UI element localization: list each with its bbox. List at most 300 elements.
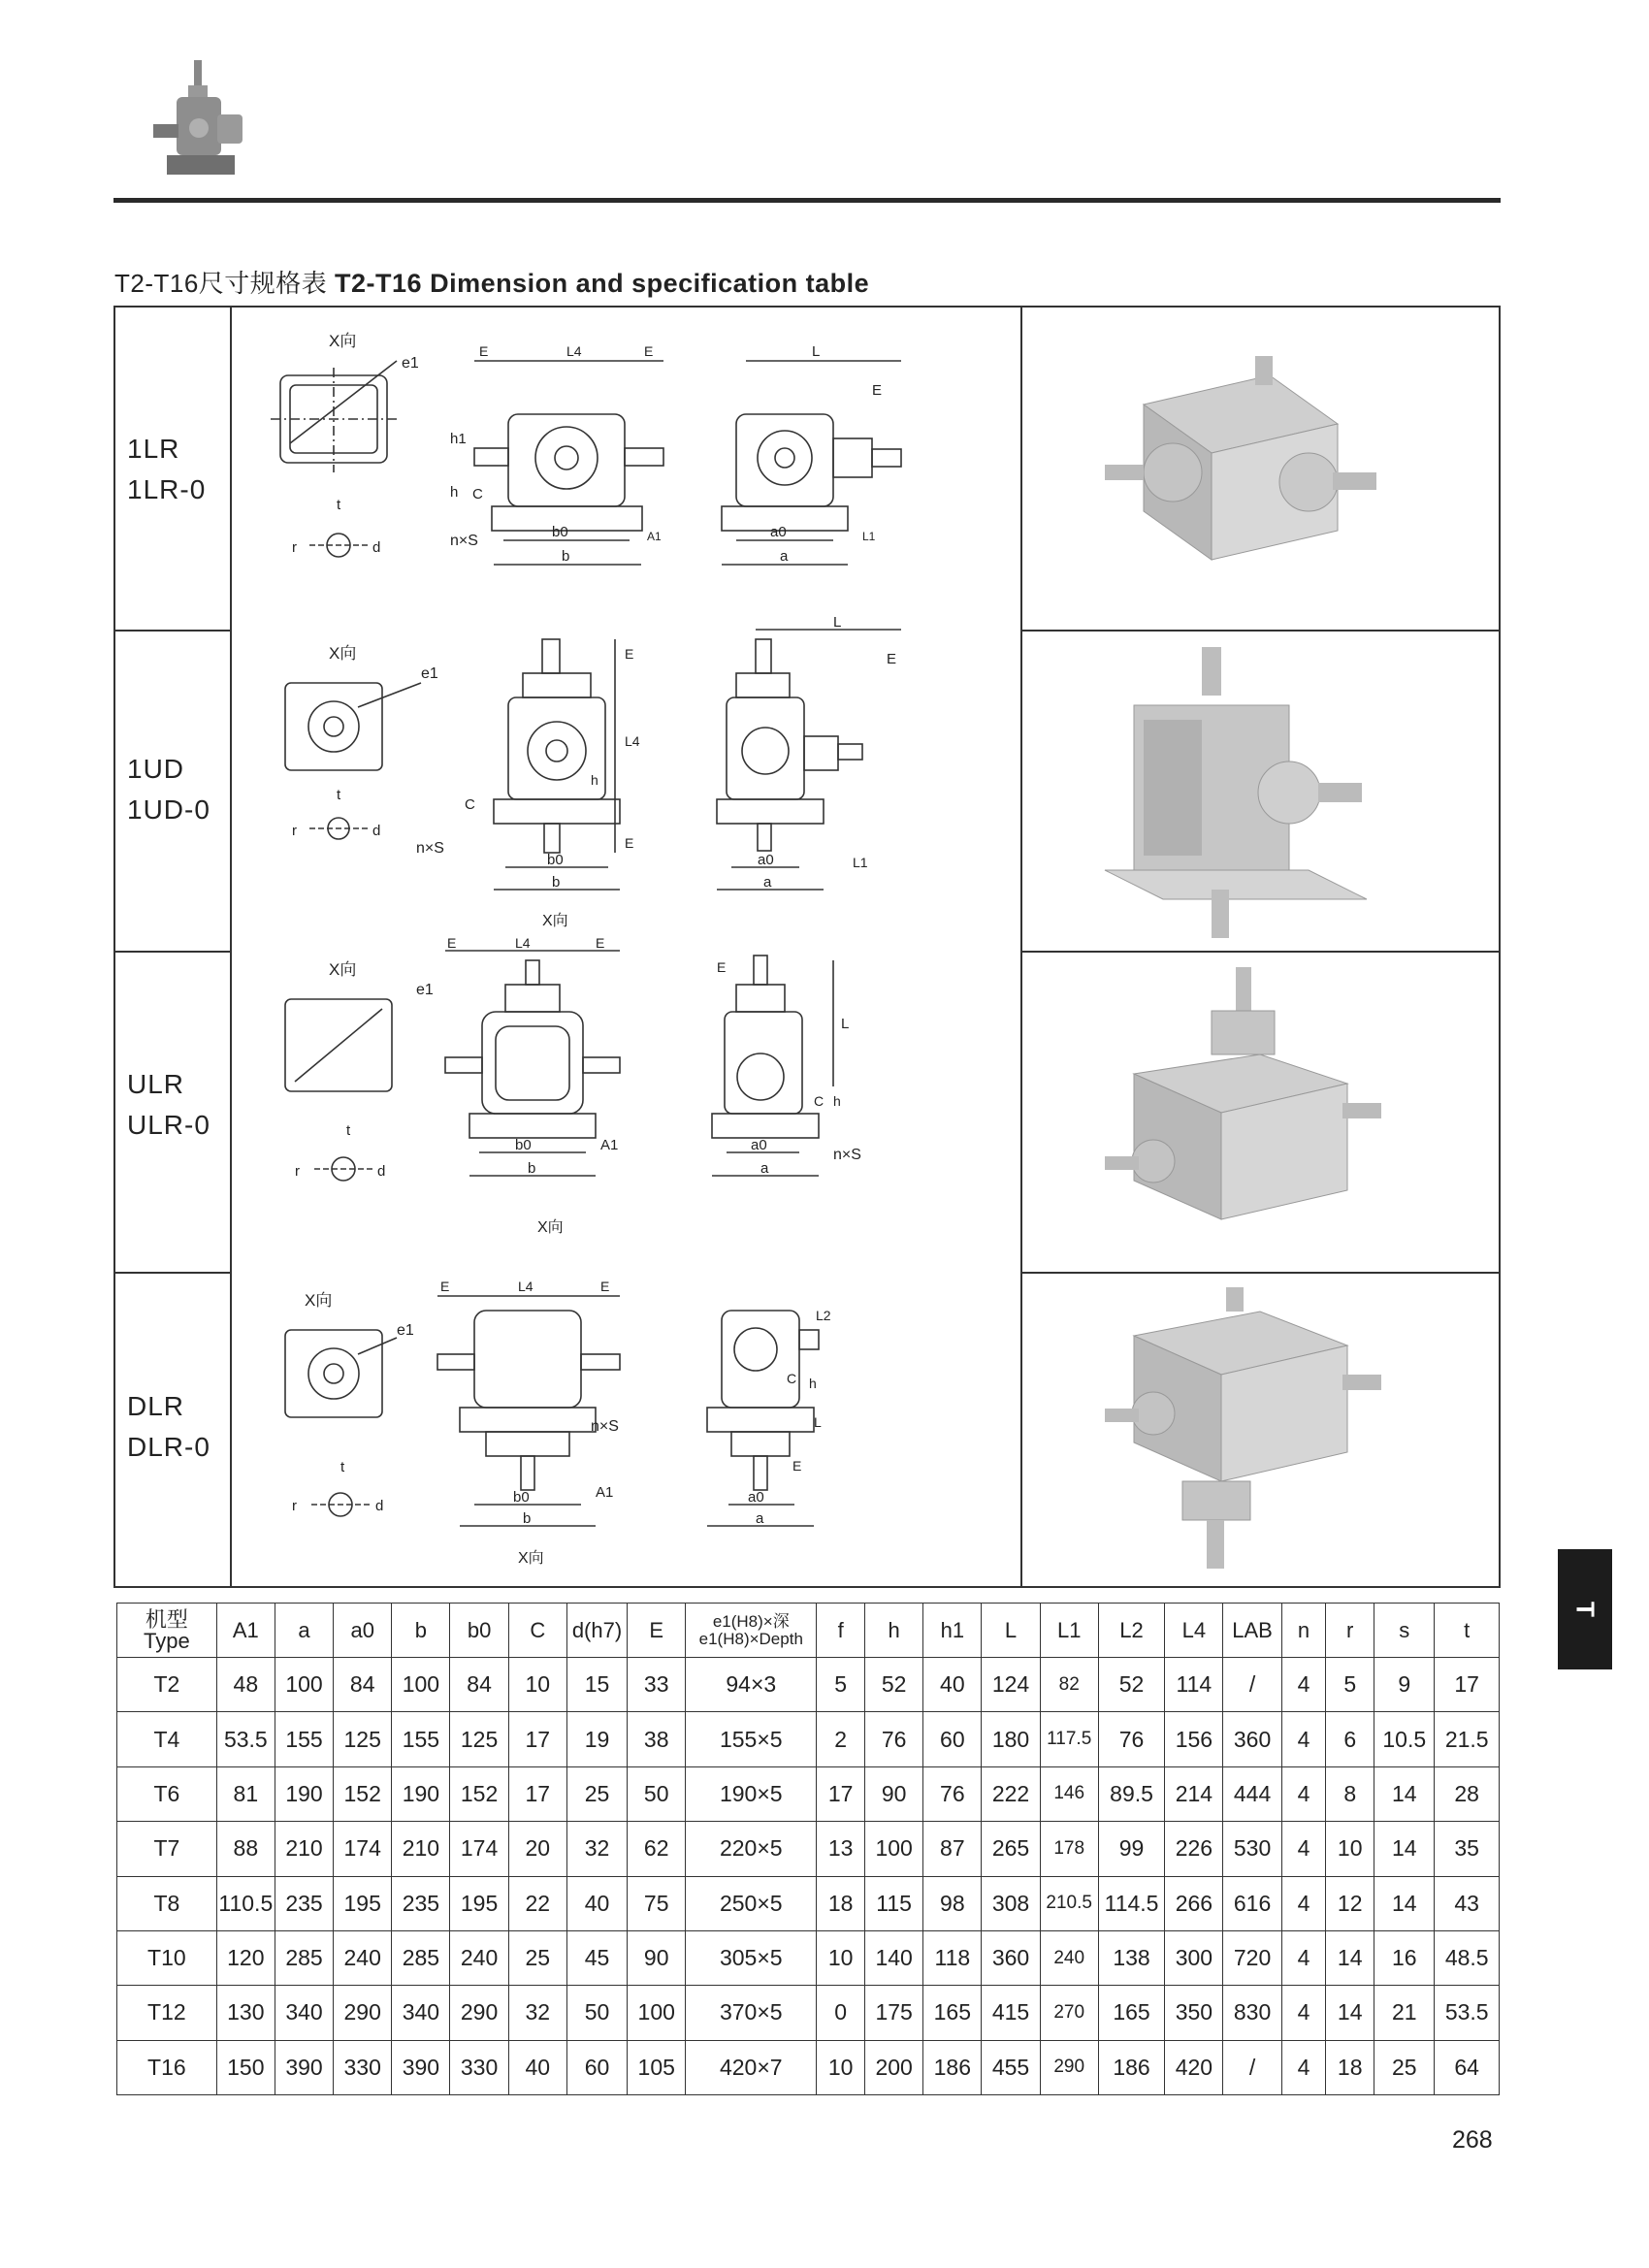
table-cell: 138 <box>1098 1930 1164 1985</box>
b0-label: b0 <box>513 1489 530 1506</box>
table-cell: 90 <box>865 1766 923 1821</box>
a-label: a <box>756 1510 764 1527</box>
table-cell: 340 <box>275 1986 333 2040</box>
table-row <box>117 2040 1500 2094</box>
b-label: b <box>562 548 570 565</box>
L-label: L <box>812 343 821 360</box>
table-cell: 94×3 <box>686 1658 817 1712</box>
table-cell: 140 <box>865 1930 923 1985</box>
table-cell: 360 <box>1223 1712 1281 1766</box>
table-cell: 830 <box>1223 1986 1281 2040</box>
table-cell: 10 <box>1326 1822 1374 1876</box>
table-cell-type: T12 <box>117 1986 217 2040</box>
header-gearbox-icon <box>146 60 262 196</box>
table-cell: 117.5 <box>1040 1712 1098 1766</box>
header-e1-cn: e1(H8)×深 <box>712 1611 790 1631</box>
table-cell: 240 <box>450 1930 508 1985</box>
A1-label: A1 <box>596 1484 614 1501</box>
table-cell: 38 <box>628 1712 686 1766</box>
table-cell: 14 <box>1326 1986 1374 2040</box>
table-cell-type: T16 <box>117 2040 217 2094</box>
table-cell: 186 <box>923 2040 982 2094</box>
E-label: E <box>600 1279 610 1294</box>
header-b0: b0 <box>450 1604 508 1658</box>
table-cell: 305×5 <box>686 1930 817 1985</box>
table-cell: 12 <box>1326 1876 1374 1930</box>
C-label: C <box>814 1093 824 1109</box>
table-row <box>117 1822 1500 1876</box>
table-cell: 5 <box>1326 1658 1374 1712</box>
L4-label: L4 <box>625 733 640 749</box>
b-label: b <box>552 874 561 891</box>
table-cell: 200 <box>865 2040 923 2094</box>
L-label: L <box>841 1016 850 1032</box>
table-cell: 190×5 <box>686 1766 817 1821</box>
table-cell: 152 <box>334 1766 392 1821</box>
E-label: E <box>625 646 634 662</box>
drawing-ulr <box>232 935 1020 1272</box>
header-L1: L1 <box>1040 1604 1098 1658</box>
type-label-line: DLR <box>127 1391 185 1421</box>
t-label: t <box>337 787 341 803</box>
table-cell: 21.5 <box>1435 1712 1500 1766</box>
drawing-dlr <box>232 1272 1020 1588</box>
table-cell: 174 <box>334 1822 392 1876</box>
table-cell: 10 <box>817 2040 865 2094</box>
section-tab-label: T <box>1570 1602 1600 1617</box>
type-label-line: 1LR-0 <box>127 474 207 504</box>
table-cell: 155 <box>392 1712 450 1766</box>
nxS-label: n×S <box>450 533 478 549</box>
table-cell: 25 <box>566 1766 627 1821</box>
t-label: t <box>346 1122 351 1139</box>
header-a: a <box>275 1604 333 1658</box>
header-L4: L4 <box>1165 1604 1223 1658</box>
table-row <box>117 1876 1500 1930</box>
table-cell-type: T8 <box>117 1876 217 1930</box>
table-cell: 16 <box>1374 1930 1435 1985</box>
table-cell: 20 <box>508 1822 566 1876</box>
table-cell: 48 <box>216 1658 275 1712</box>
e1-label: e1 <box>397 1322 414 1339</box>
e1-label: e1 <box>402 355 419 372</box>
table-cell: 266 <box>1165 1876 1223 1930</box>
E-label: E <box>440 1279 450 1294</box>
table-cell: 265 <box>982 1822 1040 1876</box>
grid-divider-photo <box>1020 308 1022 1586</box>
header-e1-en: e1(H8)×Depth <box>698 1629 803 1648</box>
C-label: C <box>787 1371 797 1386</box>
table-cell: 174 <box>450 1822 508 1876</box>
C-label: C <box>472 486 483 502</box>
table-cell: 64 <box>1435 2040 1500 2094</box>
A1-label: A1 <box>647 530 662 543</box>
header-r: r <box>1326 1604 1374 1658</box>
table-cell: 285 <box>275 1930 333 1985</box>
r-label: r <box>292 823 297 839</box>
table-cell: 53.5 <box>1435 1986 1500 2040</box>
r-label: r <box>292 539 297 556</box>
table-cell: 6 <box>1326 1712 1374 1766</box>
b-label: b <box>528 1160 536 1177</box>
table-cell: 100 <box>275 1658 333 1712</box>
table-cell: 53.5 <box>216 1712 275 1766</box>
table-cell: 33 <box>628 1658 686 1712</box>
table-cell: 214 <box>1165 1766 1223 1821</box>
grid-row-line <box>115 630 230 632</box>
table-cell: 9 <box>1374 1658 1435 1712</box>
table-cell: 240 <box>334 1930 392 1985</box>
table-cell: 52 <box>865 1658 923 1712</box>
x-direction-label: X向 <box>329 960 357 979</box>
header-e1 <box>686 1604 817 1658</box>
a0-label: a0 <box>751 1137 767 1153</box>
L4-label: L4 <box>566 343 582 359</box>
header-LAB: LAB <box>1223 1604 1281 1658</box>
table-cell: 60 <box>923 1712 982 1766</box>
table-cell: 285 <box>392 1930 450 1985</box>
header-C: C <box>508 1604 566 1658</box>
table-cell: 40 <box>508 2040 566 2094</box>
table-cell: 390 <box>275 2040 333 2094</box>
table-cell: 17 <box>508 1766 566 1821</box>
table-cell: 390 <box>392 2040 450 2094</box>
table-cell: 13 <box>817 1822 865 1876</box>
header-L2: L2 <box>1098 1604 1164 1658</box>
table-cell: 100 <box>392 1658 450 1712</box>
table-header-row <box>117 1604 1500 1658</box>
table-cell: 222 <box>982 1766 1040 1821</box>
E-label: E <box>644 343 654 359</box>
type-label-1ud <box>127 749 210 830</box>
header-t: t <box>1435 1604 1500 1658</box>
nxS-label: n×S <box>833 1147 861 1163</box>
table-cell: 0 <box>817 1986 865 2040</box>
type-label-dlr <box>127 1386 210 1468</box>
type-label-line: 1UD-0 <box>127 794 210 825</box>
table-cell: 125 <box>450 1712 508 1766</box>
x-direction-label: X向 <box>329 332 357 350</box>
table-cell: 76 <box>865 1712 923 1766</box>
table-cell: 48.5 <box>1435 1930 1500 1985</box>
table-cell: 226 <box>1165 1822 1223 1876</box>
table-cell: 120 <box>216 1930 275 1985</box>
table-cell: 32 <box>566 1822 627 1876</box>
table-cell-type: T6 <box>117 1766 217 1821</box>
table-cell: 114.5 <box>1098 1876 1164 1930</box>
table-cell: 17 <box>508 1712 566 1766</box>
table-cell: 8 <box>1326 1766 1374 1821</box>
header-type-en: Type <box>144 1628 190 1653</box>
table-cell: 195 <box>450 1876 508 1930</box>
table-cell: 84 <box>450 1658 508 1712</box>
table-cell: 270 <box>1040 1986 1098 2040</box>
table-cell: 186 <box>1098 2040 1164 2094</box>
header-b: b <box>392 1604 450 1658</box>
header-d: d(h7) <box>566 1604 627 1658</box>
table-cell: 178 <box>1040 1822 1098 1876</box>
table-cell: 90 <box>628 1930 686 1985</box>
table-cell: 35 <box>1435 1822 1500 1876</box>
table-cell: 4 <box>1281 1766 1326 1821</box>
product-photo-1lr <box>1085 337 1406 599</box>
table-cell: 40 <box>923 1658 982 1712</box>
table-cell: 125 <box>334 1712 392 1766</box>
grid-row-line <box>1020 1272 1499 1274</box>
h-label: h <box>809 1376 817 1391</box>
E-label: E <box>887 651 897 667</box>
a0-label: a0 <box>758 852 774 868</box>
table-cell: 87 <box>923 1822 982 1876</box>
table-cell: 18 <box>817 1876 865 1930</box>
table-cell: 62 <box>628 1822 686 1876</box>
e1-label: e1 <box>416 982 434 998</box>
E-label: E <box>717 959 727 975</box>
x-direction-label: X向 <box>305 1291 333 1310</box>
table-cell: 14 <box>1374 1766 1435 1821</box>
table-cell: 165 <box>923 1986 982 2040</box>
h1-label: h1 <box>450 431 467 447</box>
table-cell: 300 <box>1165 1930 1223 1985</box>
r-label: r <box>292 1498 297 1514</box>
table-cell: 152 <box>450 1766 508 1821</box>
table-cell: 4 <box>1281 2040 1326 2094</box>
E-label: E <box>872 382 883 399</box>
d-label: d <box>372 539 381 556</box>
table-cell: 14 <box>1374 1876 1435 1930</box>
header-a0: a0 <box>334 1604 392 1658</box>
page-number: 268 <box>1452 2126 1493 2154</box>
L4-label: L4 <box>515 935 531 951</box>
table-cell: 75 <box>628 1876 686 1930</box>
table-row <box>117 1712 1500 1766</box>
table-cell: 210.5 <box>1040 1876 1098 1930</box>
table-row <box>117 1658 1500 1712</box>
d-label: d <box>377 1163 386 1180</box>
grid-row-line <box>1020 630 1499 632</box>
header-rule <box>113 198 1501 203</box>
header-h1: h1 <box>923 1604 982 1658</box>
x-direction-label: X向 <box>537 1219 564 1236</box>
table-cell: 115 <box>865 1876 923 1930</box>
L2-label: L2 <box>816 1308 831 1323</box>
h-label: h <box>591 772 598 788</box>
a0-label: a0 <box>748 1489 764 1506</box>
table-cell: 89.5 <box>1098 1766 1164 1821</box>
page-title <box>114 264 869 300</box>
r-label: r <box>295 1163 300 1180</box>
type-label-line: DLR-0 <box>127 1432 210 1462</box>
table-cell-type: T4 <box>117 1712 217 1766</box>
type-label-line: 1LR <box>127 434 180 464</box>
drawing-1lr <box>232 308 1020 630</box>
b0-label: b0 <box>515 1137 532 1153</box>
product-photo-ulr <box>1095 967 1415 1258</box>
header-A1: A1 <box>216 1604 275 1658</box>
E-label: E <box>447 935 457 951</box>
product-photo-dlr <box>1095 1287 1415 1578</box>
table-cell: 88 <box>216 1822 275 1876</box>
x-direction-label: X向 <box>329 644 357 663</box>
table-cell: 190 <box>275 1766 333 1821</box>
table-cell: 10 <box>508 1658 566 1712</box>
E-label: E <box>625 835 634 851</box>
x-direction-label: X向 <box>542 913 568 929</box>
table-cell: 81 <box>216 1766 275 1821</box>
table-cell: 10.5 <box>1374 1712 1435 1766</box>
nxS-label: n×S <box>591 1418 619 1435</box>
table-cell: 240 <box>1040 1930 1098 1985</box>
table-cell: 220×5 <box>686 1822 817 1876</box>
table-cell: 105 <box>628 2040 686 2094</box>
nxS-label: n×S <box>416 840 444 857</box>
table-cell: 10 <box>817 1930 865 1985</box>
table-cell: 52 <box>1098 1658 1164 1712</box>
table-cell: 84 <box>334 1658 392 1712</box>
e1-label: e1 <box>421 665 438 682</box>
d-label: d <box>375 1498 384 1514</box>
table-cell: 130 <box>216 1986 275 2040</box>
table-cell: 50 <box>628 1766 686 1821</box>
table-cell: 14 <box>1326 1930 1374 1985</box>
table-cell: 210 <box>275 1822 333 1876</box>
spec-table-body <box>117 1658 1500 2095</box>
table-cell: 14 <box>1374 1822 1435 1876</box>
table-cell: 100 <box>628 1986 686 2040</box>
table-cell: 50 <box>566 1986 627 2040</box>
table-cell: 420×7 <box>686 2040 817 2094</box>
table-row <box>117 1766 1500 1821</box>
table-cell: 4 <box>1281 1876 1326 1930</box>
table-cell: 43 <box>1435 1876 1500 1930</box>
product-photo-1ud <box>1085 647 1406 938</box>
type-label-line: ULR <box>127 1069 185 1099</box>
L-label: L <box>833 614 842 631</box>
table-cell: 165 <box>1098 1986 1164 2040</box>
table-cell: 455 <box>982 2040 1040 2094</box>
table-cell: 350 <box>1165 1986 1223 2040</box>
table-cell: 118 <box>923 1930 982 1985</box>
header-type <box>117 1604 217 1658</box>
table-cell: 2 <box>817 1712 865 1766</box>
header-f: f <box>817 1604 865 1658</box>
a0-label: a0 <box>770 524 787 540</box>
header-E: E <box>628 1604 686 1658</box>
table-cell: 99 <box>1098 1822 1164 1876</box>
x-direction-label: X向 <box>518 1550 544 1567</box>
table-cell: 250×5 <box>686 1876 817 1930</box>
grid-row-line <box>115 951 230 953</box>
table-cell-type: T10 <box>117 1930 217 1985</box>
table-cell: 235 <box>392 1876 450 1930</box>
table-cell: 308 <box>982 1876 1040 1930</box>
drawing-1ud <box>232 614 1020 951</box>
table-cell: 4 <box>1281 1930 1326 1985</box>
table-cell: 360 <box>982 1930 1040 1985</box>
type-label-1lr <box>127 429 206 510</box>
grid-row-line <box>1020 951 1499 953</box>
table-cell: 114 <box>1165 1658 1223 1712</box>
table-cell: 4 <box>1281 1658 1326 1712</box>
type-label-line: ULR-0 <box>127 1110 210 1140</box>
E-label: E <box>479 343 489 359</box>
table-cell: 76 <box>1098 1712 1164 1766</box>
table-row <box>117 1930 1500 1985</box>
table-cell: 155×5 <box>686 1712 817 1766</box>
table-cell: 235 <box>275 1876 333 1930</box>
E-label: E <box>792 1458 802 1474</box>
table-cell: 25 <box>1374 2040 1435 2094</box>
table-cell: 21 <box>1374 1986 1435 2040</box>
table-cell: 415 <box>982 1986 1040 2040</box>
table-cell: 210 <box>392 1822 450 1876</box>
table-cell: 156 <box>1165 1712 1223 1766</box>
table-cell: 720 <box>1223 1930 1281 1985</box>
table-cell: 370×5 <box>686 1986 817 2040</box>
header-h: h <box>865 1604 923 1658</box>
table-cell: 340 <box>392 1986 450 2040</box>
type-label-line: 1UD <box>127 754 185 784</box>
header-L: L <box>982 1604 1040 1658</box>
table-cell: 100 <box>865 1822 923 1876</box>
table-cell: 110.5 <box>216 1876 275 1930</box>
table-cell: 290 <box>334 1986 392 2040</box>
table-cell: 22 <box>508 1876 566 1930</box>
table-cell: 290 <box>1040 2040 1098 2094</box>
table-cell: 146 <box>1040 1766 1098 1821</box>
table-cell: 17 <box>817 1766 865 1821</box>
table-cell: 5 <box>817 1658 865 1712</box>
h-label: h <box>833 1093 841 1109</box>
section-tab <box>1558 1549 1612 1669</box>
grid-row-line <box>115 1272 230 1274</box>
table-cell: 76 <box>923 1766 982 1821</box>
header-type-cn: 机型 <box>145 1606 188 1632</box>
a-label: a <box>780 548 789 565</box>
table-cell: 25 <box>508 1930 566 1985</box>
table-cell: 4 <box>1281 1986 1326 2040</box>
table-cell: 444 <box>1223 1766 1281 1821</box>
E-label: E <box>596 935 605 951</box>
table-cell: 18 <box>1326 2040 1374 2094</box>
L1-label: L1 <box>862 530 876 543</box>
table-cell: 616 <box>1223 1876 1281 1930</box>
L-label: L <box>814 1414 822 1430</box>
a-label: a <box>760 1160 769 1177</box>
table-cell: 195 <box>334 1876 392 1930</box>
page-title-en: T2-T16 Dimension and specification table <box>335 269 870 298</box>
t-label: t <box>340 1459 345 1475</box>
table-cell: / <box>1223 2040 1281 2094</box>
table-cell: 98 <box>923 1876 982 1930</box>
table-cell: 82 <box>1040 1658 1098 1712</box>
type-drawing-grid <box>113 306 1501 1588</box>
d-label: d <box>372 823 381 839</box>
header-n: n <box>1281 1604 1326 1658</box>
b0-label: b0 <box>547 852 564 868</box>
table-cell: 4 <box>1281 1822 1326 1876</box>
table-row <box>117 1986 1500 2040</box>
a-label: a <box>763 874 772 891</box>
table-cell-type: T7 <box>117 1822 217 1876</box>
spec-table <box>116 1603 1500 2095</box>
t-label: t <box>337 497 341 513</box>
table-cell: / <box>1223 1658 1281 1712</box>
table-cell: 180 <box>982 1712 1040 1766</box>
L4-label: L4 <box>518 1279 534 1294</box>
table-cell: 330 <box>334 2040 392 2094</box>
table-cell: 330 <box>450 2040 508 2094</box>
